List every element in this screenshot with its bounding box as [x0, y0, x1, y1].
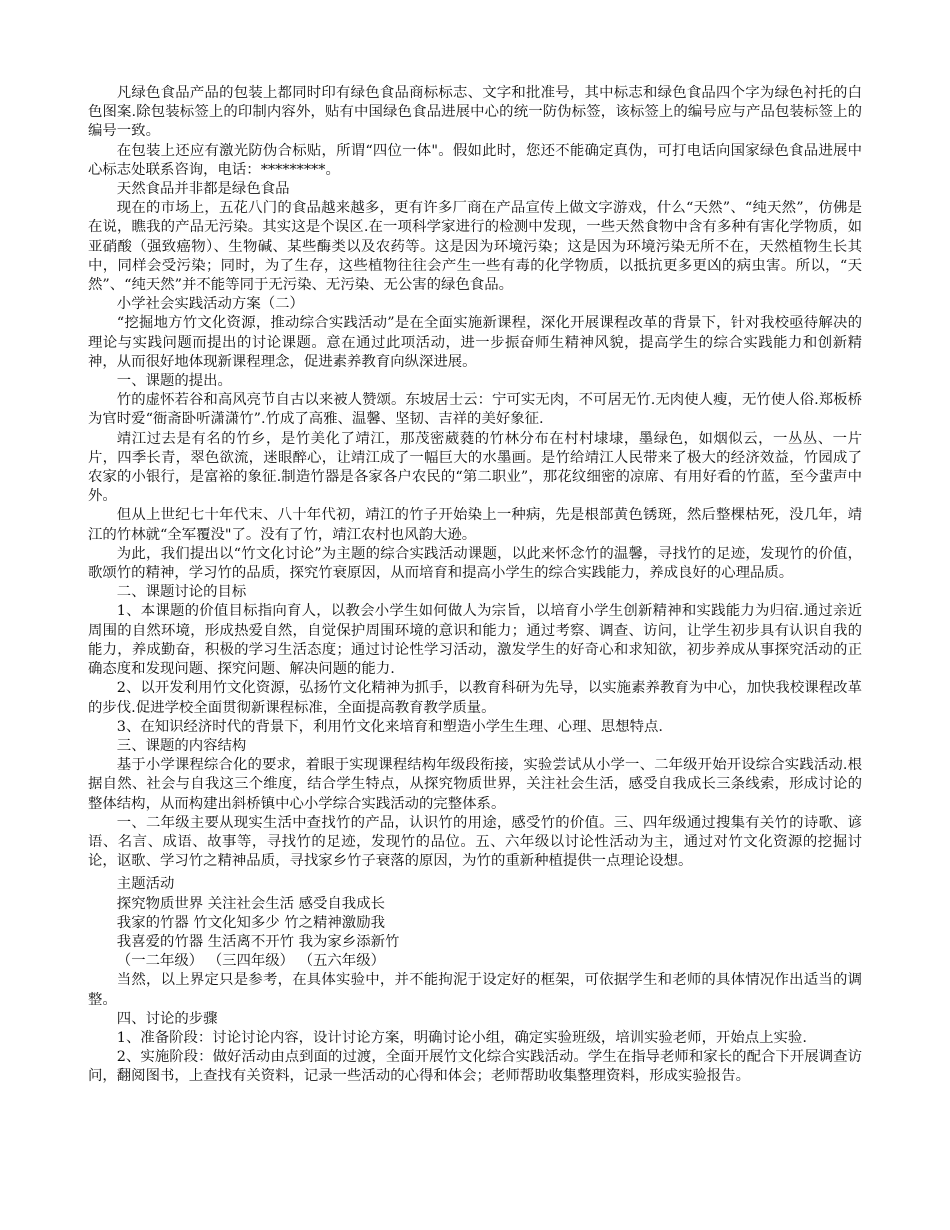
document-paragraph: 我喜爱的竹器 生活离不开竹 我为家乡添新竹 [116, 933, 400, 950]
document-paragraph: 3、在知识经济时代的背景下，利用竹文化来培育和塑造小学生生理、心理、思想特点. [116, 718, 663, 735]
document-paragraph: 探究物质世界 关注社会生活 感受自我成长 [116, 895, 385, 912]
document-paragraph: 主题活动 [116, 876, 175, 893]
document-paragraph: 基于小学课程综合化的要求，着眼于实现课程结构年级段衔接，实验尝试从小学一、二年级开始开设综合实践活动.根据自然、社会与自我这三个维度，结合学生特点，从探究物质世界，关注社会生活，感受自我成长三条线索，形成讨论的整体结构，从而构建出斜桥镇中心小学综合实践活动的完整体系。 [88, 757, 862, 812]
document-paragraph: 在包装上还应有激光防伪合标贴，所谓“四位一体"。假如此时，您还不能确定真伪，可打电话向国家绿色食品进展中心标志处联系咨询，电话：*********。 [88, 142, 862, 178]
document-paragraph: 1、本课题的价值目标指向育人，以教会小学生如何做人为宗旨，以培育小学生创新精神和实践能力为归宿.通过亲近周围的自然环境，形成热爱自然，自觉保护周围环境的意识和能力；通过考察、调查、访问，让学生初步具有认识自我的能力，养成勤奋，积极的学习生活态度；通过讨论性学习活动，激发学生的好奇心和求知欲，初步养成从事探究活动的正确态度和发现问题、探究问题、解决问题的能力. [88, 603, 862, 678]
document-paragraph: 靖江过去是有名的竹乡，是竹美化了靖江，那茂密葳蕤的竹林分布在村村埭埭，墨绿色，如烟似云，一丛丛、一片片，四季长青，翠色欲流，迷眼醉心，让靖江成了一幅巨大的水墨画。是竹给靖江人民带来了极大的经济效益，竹园成了农家的小银行，是富裕的象征.制造竹器是各家各户农民的“第二职业”，那花纹细密的凉席、有用好看的竹蓝，至今蜚声中外。 [88, 430, 862, 505]
document-paragraph: 一、课题的提出。 [116, 373, 232, 390]
document-paragraph: 四、讨论的步骤 [116, 1010, 218, 1027]
document-paragraph: 现在的市场上，五花八门的食品越来越多，更有许多厂商在产品宣传上做文字游戏，什么“天然”、“纯天然”，仿佛是在说，瞧我的产品无污染。其实这是个误区.在一项科学家进行的检测中发现，一些天然食物中含有多种有害化学物质，如亚硝酸（强致癌物）、生物碱、某些酶类以及农药等。这是因为环境污染；这是因为环境污染无所不在，天然植物生长其中，同样会受污染；同时，为了生存，这些植物往往会产生一些有毒的化学物质，以抵抗更多更凶的病虫害。所以，“天然”、“纯天然”并不能等同于无污染、无污染、无公害的绿色食品。 [88, 200, 862, 294]
document-paragraph: 为此，我们提出以“竹文化讨论”为主题的综合实践活动课题，以此来怀念竹的温馨，寻找竹的足迹，发现竹的价值，歌颂竹的精神，学习竹的品质，探究竹衰原因，从而培育和提高小学生的综合实践能力，养成良好的心理品质。 [88, 545, 862, 582]
document-paragraph: 2、以开发利用竹文化资源，弘扬竹文化精神为抓手，以教育科研为先导，以实施素养教育为中心，加快我校课程改革的步伐.促进学校全面贯彻新课程标准，全面提高教育教学质量。 [88, 680, 862, 716]
document-paragraph: 我家的竹器 竹文化知多少 竹之精神激励我 [116, 914, 385, 931]
document-paragraph: 但从上世纪七十年代末、八十年代初，靖江的竹子开始染上一种病，先是根部黄色锈斑，然后整棵枯死，没几年，靖江的竹林就“全军覆没"了。没有了竹，靖江农村也风韵大逊。 [88, 507, 862, 543]
document-paragraph: 凡绿色食品产品的包装上都同时印有绿色食品商标标志、文字和批准号，其中标志和绿色食品四个字为绿色衬托的白色图案.除包装标签上的印制内容外，贴有中国绿色食品进展中心的统一防伪标签，该标签上的编号应与产品包装标签上的编号一致。 [88, 85, 862, 140]
document-paragraph: 竹的虚怀若谷和高风亮节自古以来被人赞颂。东坡居士云：宁可实无肉，不可居无竹.无肉使人瘦，无竹使人俗.郑板桥为官时爱“衙斋卧听潇潇竹”.竹成了高雅、温馨、坚韧、吉祥的美好象征. [88, 392, 862, 428]
document-paragraph: “挖掘地方竹文化资源，推动综合实践活动”是在全面实施新课程，深化开展课程改革的背景下，针对我校亟待解决的理论与实践问题而提出的讨论课题。意在通过此项活动，进一步振奋师生精神风貌，提高学生的综合实践能力和创新精神，从而很好地体现新课程理念，促进素养教育向纵深进展。 [88, 315, 862, 370]
document-paragraph: 一、二年级主要从现实生活中查找竹的产品，认识竹的用途，感受竹的价值。三、四年级通过搜集有关竹的诗歌、谚语、名言、成语、故事等，寻找竹的足迹，发现竹的品位。五、六年级以讨论性活动为主，通过对竹文化资源的挖掘讨论，讴歌、学习竹之精神品质，寻找家乡竹子衰落的原因，为竹的重新种植提供一点理论设想。 [88, 814, 862, 870]
document-paragraph: 2、实施阶段：做好活动由点到面的过渡，全面开展竹文化综合实践活动。学生在指导老师和家长的配合下开展调查访问，翻阅图书，上查找有关资料，记录一些活动的心得和体会；老师帮助收集整理资料，形成实验报告。 [88, 1049, 862, 1085]
document-paragraph: 三、课题的内容结构 [116, 737, 247, 754]
document-body [88, 84, 862, 1087]
document-paragraph: 天然食品并非都是绿色食品 [116, 181, 290, 198]
document-paragraph: 1、准备阶段：讨论讨论内容，设计讨论方案，明确讨论小组，确定实验班级，培训实验老师，开始点上实验. [116, 1029, 807, 1046]
document-paragraph: 二、课题讨论的目标 [116, 584, 247, 601]
document-paragraph: 当然，以上界定只是参考，在具体实验中，并不能拘泥于设定好的框架，可依据学生和老师的具体情况作出适当的调整。 [88, 972, 862, 1008]
document-paragraph: （一二年级） （三四年级） （五六年级） [116, 953, 385, 970]
document-paragraph: 小学社会实践活动方案（二） [116, 296, 304, 313]
